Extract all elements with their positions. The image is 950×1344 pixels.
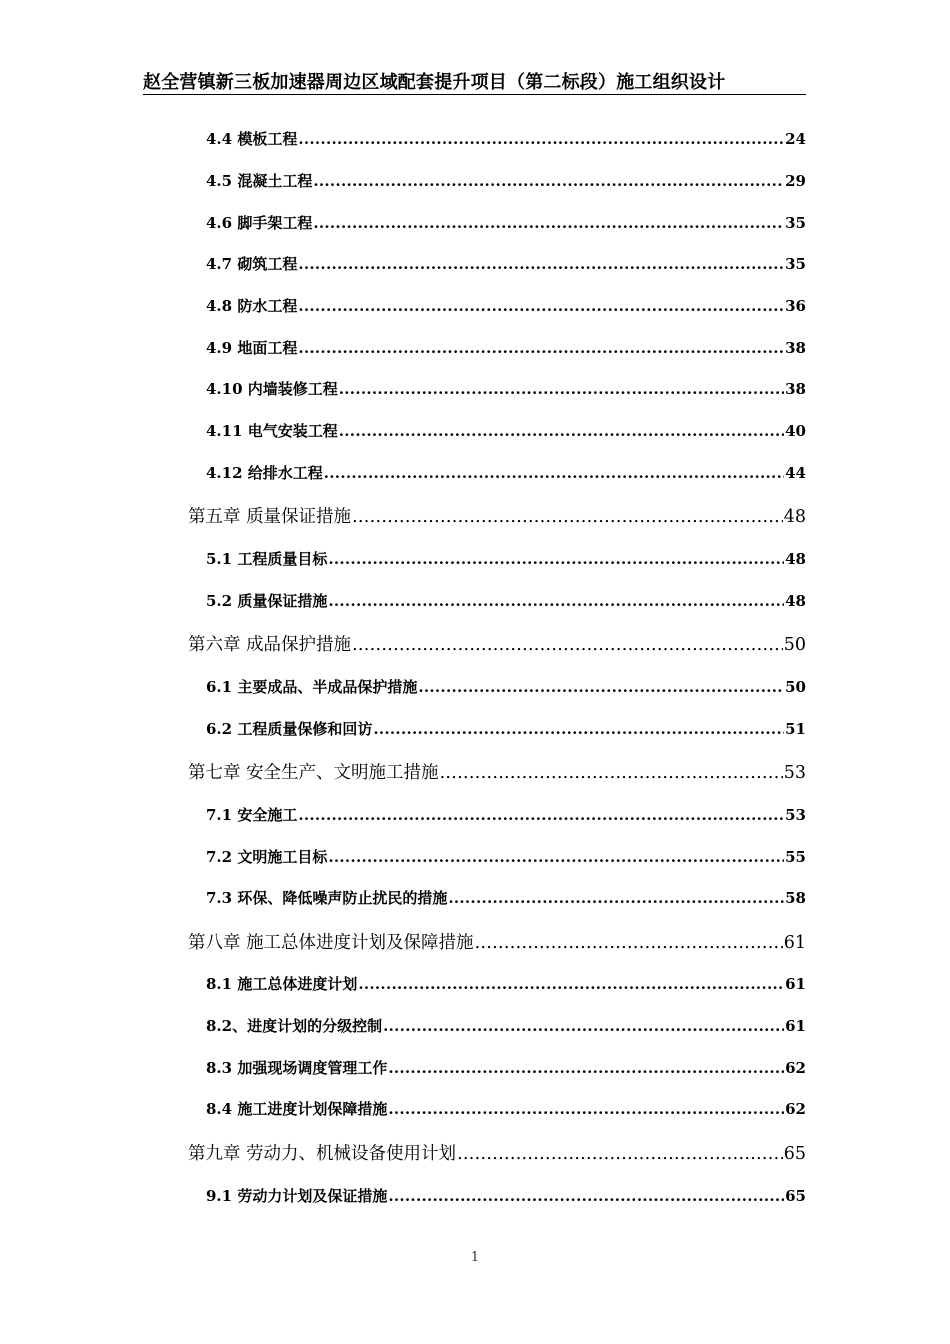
dot-leader	[298, 339, 784, 357]
toc-chapter-page: 65	[783, 1144, 806, 1164]
toc-chapter-label: 第六章 成品保护措施	[188, 635, 352, 655]
toc-entry[interactable]	[206, 1185, 806, 1206]
toc-entry-label: 8.1 施工总体进度计划	[206, 975, 358, 993]
toc-entry-page: 48	[785, 550, 806, 568]
toc-chapter[interactable]	[188, 503, 806, 528]
dot-leader	[448, 889, 784, 907]
toc-entry-label: 9.1 劳动力计划及保证措施	[206, 1187, 388, 1205]
toc-entry-label: 5.1 工程质量目标	[206, 550, 328, 568]
dot-leader	[298, 255, 784, 273]
toc-entry-label: 5.2 质量保证措施	[206, 592, 328, 610]
toc-entry-label: 7.1 安全施工	[206, 806, 298, 824]
dot-leader	[313, 214, 784, 232]
dot-leader	[352, 507, 783, 527]
dot-leader	[339, 422, 784, 440]
toc-entry-label: 4.5 混凝土工程	[206, 172, 313, 190]
toc-entry[interactable]	[206, 212, 806, 233]
dot-leader	[313, 172, 784, 190]
toc-chapter-label: 第八章 施工总体进度计划及保障措施	[188, 933, 474, 953]
toc-chapter-label: 第七章 安全生产、文明施工措施	[188, 763, 439, 783]
toc-entry-label: 4.11 电气安装工程	[206, 422, 338, 440]
toc-entry[interactable]	[206, 1057, 806, 1078]
toc-entry-label: 8.4 施工进度计划保障措施	[206, 1100, 388, 1118]
toc-chapter-page: 53	[783, 763, 806, 783]
dot-leader	[418, 678, 784, 696]
toc-entry[interactable]	[206, 548, 806, 569]
toc-entry-page: 29	[785, 172, 806, 190]
dot-leader	[328, 848, 784, 866]
page-number: 1	[470, 1250, 480, 1265]
toc-entry[interactable]	[206, 804, 806, 825]
toc-chapter[interactable]	[188, 631, 806, 656]
page-header	[143, 68, 806, 95]
toc-entry[interactable]	[206, 718, 806, 739]
toc-entry-label: 7.3 环保、降低噪声防止扰民的措施	[206, 889, 448, 907]
dot-leader	[440, 763, 783, 783]
toc-entry-label: 6.2 工程质量保修和回访	[206, 720, 373, 738]
toc-entry-page: 44	[785, 464, 806, 482]
toc-entry-label: 4.12 给排水工程	[206, 464, 323, 482]
toc-entry-page: 50	[785, 678, 806, 696]
toc-entry-label: 8.3 加强现场调度管理工作	[206, 1059, 388, 1077]
toc-chapter[interactable]	[188, 929, 806, 954]
toc-entry-page: 62	[785, 1100, 806, 1118]
dot-leader	[457, 1144, 783, 1164]
toc-entry-page: 38	[785, 339, 806, 357]
toc-chapter-page: 48	[783, 507, 806, 527]
toc-entry-page: 35	[785, 214, 806, 232]
toc-entry[interactable]	[206, 462, 806, 483]
dot-leader	[388, 1100, 784, 1118]
toc-chapter-page: 50	[783, 635, 806, 655]
toc-entry-page: 35	[785, 255, 806, 273]
toc-entry-page: 61	[785, 975, 806, 993]
toc-entry[interactable]	[206, 887, 806, 908]
toc-entry[interactable]	[206, 378, 806, 399]
dot-leader	[328, 550, 784, 568]
toc-entry-label: 4.7 砌筑工程	[206, 255, 298, 273]
dot-leader	[358, 975, 784, 993]
toc-entry-page: 24	[785, 130, 806, 148]
toc-entry-page: 48	[785, 592, 806, 610]
toc-entry-label: 4.10 内墙装修工程	[206, 380, 338, 398]
toc-entry[interactable]	[206, 1098, 806, 1119]
toc-entry[interactable]	[206, 295, 806, 316]
toc-entry-label: 7.2 文明施工目标	[206, 848, 328, 866]
dot-leader	[475, 933, 783, 953]
toc-entry-label: 4.9 地面工程	[206, 339, 298, 357]
toc-entry-page: 36	[785, 297, 806, 315]
toc-entry[interactable]	[206, 337, 806, 358]
dot-leader	[388, 1059, 784, 1077]
toc-entry-label: 4.4 模板工程	[206, 130, 298, 148]
toc-entry-label: 6.1 主要成品、半成品保护措施	[206, 678, 418, 696]
toc-entry-page: 58	[785, 889, 806, 907]
dot-leader	[352, 635, 783, 655]
toc-entry-page: 51	[785, 720, 806, 738]
toc-entry[interactable]	[206, 128, 806, 149]
toc-entry-label: 4.8 防水工程	[206, 297, 298, 315]
dot-leader	[324, 464, 784, 482]
dot-leader	[373, 720, 784, 738]
toc-entry-page: 55	[785, 848, 806, 866]
toc-entry-page: 53	[785, 806, 806, 824]
toc-chapter[interactable]	[188, 1140, 806, 1165]
toc-entry[interactable]	[206, 973, 806, 994]
toc-entry-page: 40	[785, 422, 806, 440]
dot-leader	[298, 130, 784, 148]
toc-entry-page: 61	[785, 1017, 806, 1035]
dot-leader	[298, 806, 784, 824]
toc-entry-label: 8.2、进度计划的分级控制	[206, 1017, 383, 1035]
dot-leader	[328, 592, 784, 610]
toc-entry-label: 4.6 脚手架工程	[206, 214, 313, 232]
toc-chapter-label: 第五章 质量保证措施	[188, 507, 352, 527]
document-title: 赵全营镇新三板加速器周边区域配套提升项目（第二标段）施工组织设计	[143, 72, 726, 93]
dot-leader	[383, 1017, 784, 1035]
dot-leader	[339, 380, 784, 398]
toc-entry[interactable]	[206, 253, 806, 274]
toc-chapter-label: 第九章 劳动力、机械设备使用计划	[188, 1144, 457, 1164]
toc-entry[interactable]	[206, 846, 806, 867]
toc-entry[interactable]	[206, 420, 806, 441]
dot-leader	[388, 1187, 784, 1205]
toc-entry-page: 38	[785, 380, 806, 398]
toc-entry[interactable]	[206, 676, 806, 697]
toc-entry[interactable]	[206, 590, 806, 611]
toc-entry[interactable]	[206, 170, 806, 191]
toc-chapter[interactable]	[188, 759, 806, 784]
toc-entry[interactable]	[206, 1015, 806, 1036]
toc-entry-page: 62	[785, 1059, 806, 1077]
dot-leader	[298, 297, 784, 315]
toc-chapter-page: 61	[783, 933, 806, 953]
toc-entry-page: 65	[785, 1187, 806, 1205]
